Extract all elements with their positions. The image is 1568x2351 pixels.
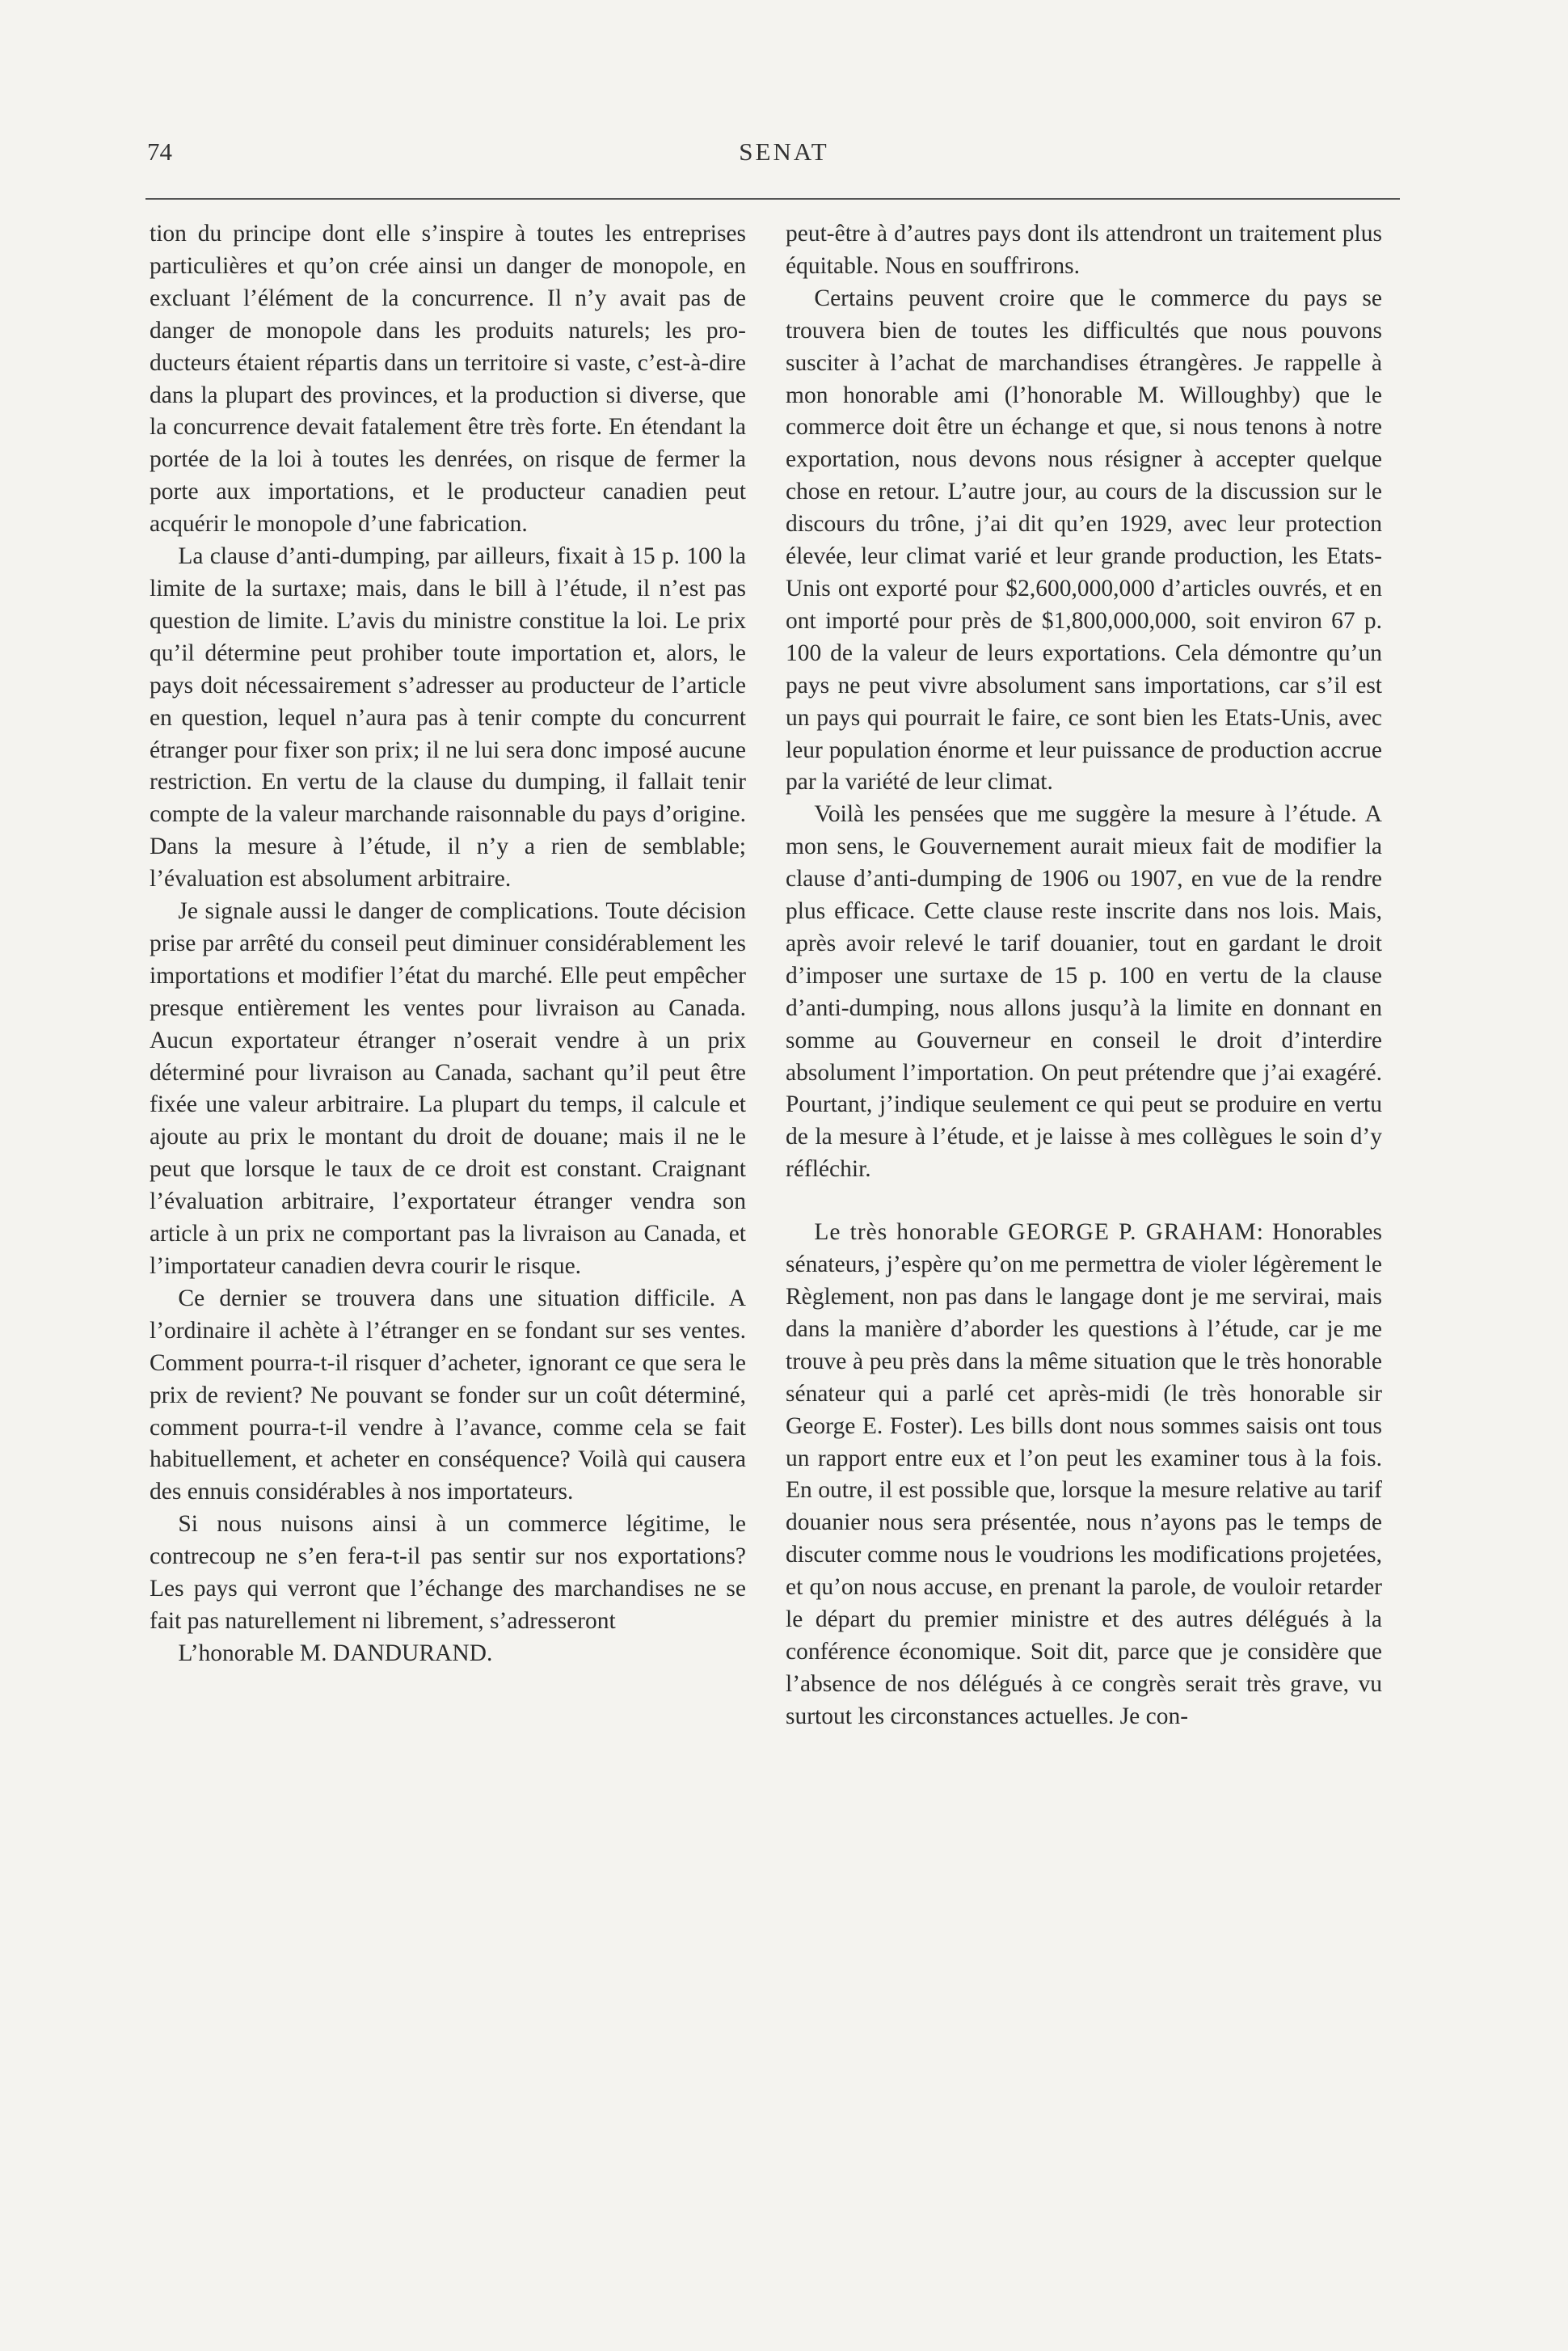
paragraph: Voilà les pensées que me suggère la mesure à l’étude. A mon sens, le Gouvernement aurait mieux fait de modifier la clause d’anti-dumping de 1906 ou 1907, en vue de la rendre plus efficace. Cette clause reste inscrite dans nos lois. Mais, après avoir relevé le tarif douanier, tout en gardant le droit d’imposer une surtaxe de 15 p. 100 en vertu de la clause d’anti-dumping, nous allons jusqu’à la limite en donnant en somme au Gouverneur en conseil le droit d’interdire absolument l’importation. On peut prétendre que j’ai exagéré. Pourtant, j’indique seulement ce qui peut se produire en vertu de la mesure à l’étude, et je laisse à mes collègues le soin d’y réfléchir. (786, 801, 1382, 1183)
header-rule (145, 198, 1400, 200)
speaker-name: Le très honorable GEORGE P. GRAHAM: (814, 1219, 1264, 1246)
paragraph: tion du principe dont elle s’inspire à toutes les entreprises particulières et qu’on crée ainsi un danger de monopole, en excluant l’élément de la concurrence. Il n’y avait pas de danger de monopole dans les produits naturels; les producteurs étaient répartis dans un territoire si vaste, c’est-à-dire dans la plupart des provinces, et la production si diverse, que la concurrence devait fatalement être très forte. En étendant la portée de la loi à toutes les denrées, on risque de fermer la porte aux importations, et le producteur canadien peut acquérir le monopole d’une fabrication. (150, 221, 746, 538)
left-column (150, 218, 746, 1670)
paragraph: Certains peuvent croire que le commerce du pays se trouvera bien de toutes les difficultés que nous pouvons susciter à l’achat de marchandises étrangères. Je rappelle à mon honorable ami (l’honorable M. Willoughby) que le commerce doit être un échange et que, si nous tenons à notre exportation, nous devons nous résigner à accepter quelque chose en retour. L’autre jour, au cours de la discussion sur le discours du trône, j’ai dit qu’en 1929, avec leur protection élevée, leur climat varié et leur grande production, les Etats-Unis ont exporté pour $2,600,000,000 d’articles ouvrés, et en ont importé pour près de $1,800,000,000, soit environ 67 p. 100 de la valeur de leurs exportations. Cela démontre qu’un pays ne peut vivre absolument sans importations, car s’il est un pays qui pourrait le faire, ce sont bien les Etats-Unis, avec leur population énorme et leur puissance de production accrue par la variété de leur climat. (786, 285, 1382, 796)
speaker-paragraph (786, 1217, 1382, 1733)
paragraph: La clause d’anti-dumping, par ailleurs, fixait à 15 p. 100 la limite de la surtaxe; mais, dans le bill à l’étude, il n’est pas question de limite. L’avis du ministre constitue la loi. Le prix qu’il détermine peut prohiber toute importation et, alors, le pays doit nécessairement s’adresser au producteur de l’article en question, lequel n’aura pas à tenir compte du concurrent étranger pour fixer son prix; il ne lui sera donc imposé aucune restriction. En vertu de la clause du dumping, il fallait tenir compte de la valeur marchande raisonnable du pays d’origine. Dans la mesure à l’étude, il n’y a rien de semblable; l’évaluation est absolument arbitraire. (150, 543, 746, 893)
right-column (786, 218, 1382, 1733)
paragraph: Je signale aussi le danger de complications. Toute décision prise par arrêté du conseil peut diminuer considérablement les importations et modifier l’état du marché. Elle peut empêcher presque entièrement les ventes pour livraison au Canada. Aucun exportateur étranger n’oserait vendre à un prix déterminé pour livraison au Canada, sachant qu’il peut être fixée une valeur arbitraire. La plupart du temps, il calcule et ajoute au prix le montant du droit de douane; mais il ne le peut que lorsque le taux de ce droit est constant. Craignant l’évaluation arbitraire, l’exportateur étranger vendra son article à un prix ne comportant pas la livraison au Canada, et l’importateur canadien devra courir le risque. (150, 898, 746, 1279)
footer-speaker: L’honorable M. DANDURAND. (178, 1640, 493, 1666)
paragraph: Si nous nuisons ainsi à un commerce légitime, le contrecoup ne s’en fera-t-il pas sentir sur nos exportations? Les pays qui verront que l’échange des marchandises ne se fait pas naturellement ni librement, s’adresseront (150, 1511, 746, 1634)
paragraph: peut-être à d’autres pays dont ils attendront un traitement plus équitable. Nous en souffrirons. (786, 221, 1382, 279)
running-head: SENAT (739, 137, 829, 166)
paragraph: Ce dernier se trouvera dans une situation difficile. A l’ordinaire il achète à l’étranger en se fondant sur ses ventes. Comment pourra-t-il risquer d’acheter, ignorant ce que sera le prix de revient? Ne pouvant se fonder sur un coût déterminé, comment pourra-t-il vendre à l’avance, comme cela se fait habituellement, et acheter en conséquence? Voilà qui causera des ennuis considérables à nos importateurs. (150, 1285, 746, 1505)
speech-text: Honorables sénateurs, j’espère qu’on me permettra de violer légèrement le Règlement, non pas dans le langage dont je me servirai, mais dans la manière d’aborder les questions à l’étude, car je me trouve à peu près dans la même situation que le très honorable sénateur qui a parlé cet après-midi (le très honorable sir George E. Foster). Les bills dont nous sommes saisis ont tous un rapport entre eux et l’on peut les examiner tous à la fois. En outre, il est possible que, lorsque la mesure relative au tarif douanier nous sera présentée, nous n’ayons pas le temps de discuter comme nous le voudrions les modifications projetées, et qu’on nous accuse, en prenant la parole, de vouloir retarder le départ du premier ministre et des autres délégués à la conférence économique. Soit dit, parce que je considère que l’absence de nos délégués à ce congrès serait très grave, vu surtout les circonstances actuelles. Je con- (786, 1219, 1383, 1729)
page-number: 74 (147, 137, 172, 166)
